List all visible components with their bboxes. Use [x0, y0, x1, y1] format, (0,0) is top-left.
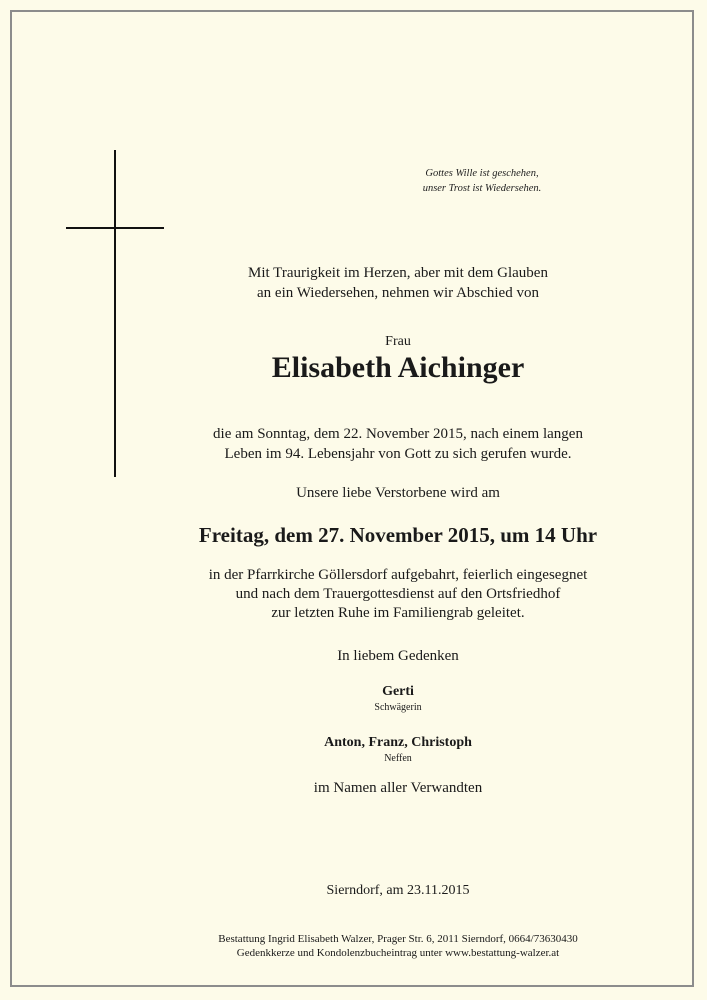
deceased-name: Elisabeth Aichinger — [271, 351, 525, 384]
mourner-relation: Neffen — [384, 753, 412, 764]
funeral-date: Freitag, dem 27. November 2015, um 14 Uhr — [198, 523, 598, 547]
motto-line-1: Gottes Wille ist geschehen, — [425, 168, 539, 179]
motto-line-2: unser Trost ist Wiedersehen. — [422, 183, 542, 194]
on-behalf: im Namen aller Verwandten — [313, 780, 483, 796]
place-date: Sierndorf, am 23.11.2015 — [326, 883, 470, 898]
salutation: Frau — [385, 334, 411, 349]
remembrance: In liebem Gedenken — [337, 648, 459, 664]
intro-line-1: Mit Traurigkeit im Herzen, aber mit dem Glauben — [248, 265, 548, 281]
ceremony-line-2: und nach dem Trauergottesdienst auf den Ortsfriedhof — [235, 586, 561, 602]
announcement: Unsere liebe Verstorbene wird am — [296, 485, 500, 501]
motto — [350, 166, 614, 196]
ceremony-line-3: zur letzten Ruhe im Familiengrab geleitet. — [271, 605, 525, 621]
mourner-relation: Schwägerin — [374, 702, 422, 713]
footer-website: Gedenkkerze und Kondolenzbucheintrag unter www.bestattung-walzer.at — [236, 947, 560, 959]
death-notice-line-1: die am Sonntag, dem 22. November 2015, nach einem langen — [213, 426, 583, 442]
mourner-name: Gerti — [382, 684, 414, 699]
mourner-name: Anton, Franz, Christoph — [324, 735, 472, 750]
cross-icon-horizontal-beam — [66, 227, 164, 229]
footer-address: Bestattung Ingrid Elisabeth Walzer, Prager Str. 6, 2011 Sierndorf, 0664/73630430 — [218, 933, 578, 945]
ceremony-line-1: in der Pfarrkirche Göllersdorf aufgebahrt, feierlich eingesegnet — [208, 567, 588, 583]
death-notice-line-2: Leben im 94. Lebensjahr von Gott zu sich gerufen wurde. — [224, 446, 572, 462]
intro-line-2: an ein Wiedersehen, nehmen wir Abschied von — [257, 285, 539, 301]
